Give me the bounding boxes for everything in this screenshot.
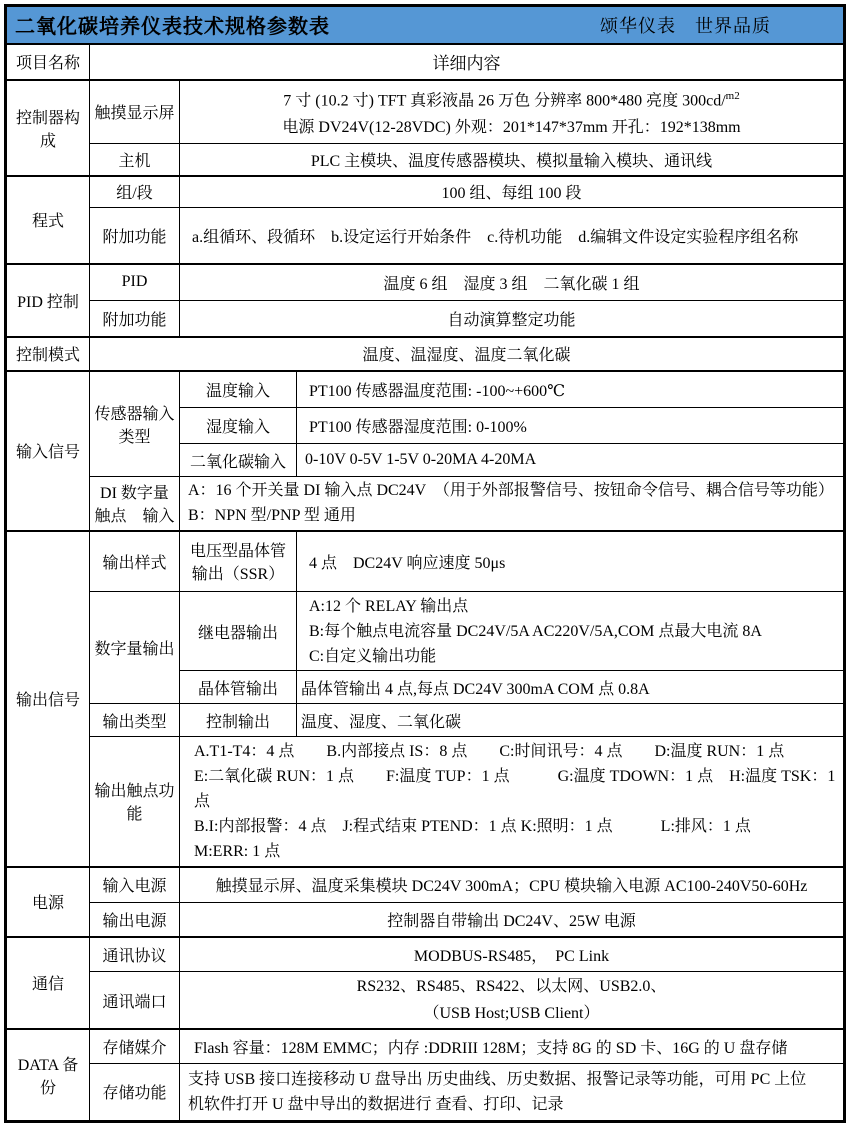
contact-line4: B.I:内部报警：4 点 J:程式结束 PTEND：1 点 K:照明：1 点 L:排风：1 点 — [194, 817, 751, 835]
storage-func-line1: 支持 USB 接口连接移动 U 盘导出 历史曲线、历史数据、报警记录等功能，可用 PC 上位 — [188, 1070, 807, 1088]
comm-port-line2: （USB Host;USB Client） — [423, 1005, 600, 1022]
row-relay-output — [6, 592, 845, 671]
comm-port-content — [180, 972, 845, 1030]
ssr-output-label: 电压型晶体管输出（SSR） — [180, 531, 297, 592]
comm-port-label: 通讯端口 — [90, 972, 180, 1030]
transistor-output-content: 晶体管输出 4 点,每点 DC24V 300mA COM 点 0.8A — [297, 671, 845, 704]
control-output-label: 控制输出 — [180, 704, 297, 737]
touchscreen-spec-line1 — [183, 83, 840, 114]
section-output-signal: 输出信号 — [6, 531, 90, 867]
storage-function-label: 存储功能 — [90, 1063, 180, 1121]
row-comm-protocol — [6, 937, 845, 972]
section-input-signal: 输入信号 — [6, 371, 90, 531]
digital-output-label: 数字量输出 — [90, 592, 180, 704]
co2-input-content: 0-10V 0-5V 1-5V 0-20MA 4-20MA — [297, 444, 845, 477]
host-label: 主机 — [90, 144, 180, 176]
comm-port-line1: RS232、RS485、RS422、以太网、USB2.0、 — [356, 978, 667, 995]
humidity-input-content: PT100 传感器湿度范围: 0-100% — [297, 408, 845, 444]
row-host — [6, 144, 845, 176]
page-title: 二氧化碳培养仪表技术规格参数表 — [15, 16, 330, 39]
title-bar — [6, 6, 845, 44]
touchscreen-spec-sup: m2 — [725, 89, 740, 102]
column-header-row — [6, 44, 845, 80]
row-contact-function — [6, 737, 845, 867]
control-mode-label: 控制模式 — [6, 337, 90, 371]
row-groups — [6, 176, 845, 208]
touchscreen-content — [180, 80, 845, 144]
item-name-header: 项目名称 — [6, 44, 90, 80]
sensor-type-label: 传感器输入类型 — [90, 371, 180, 477]
power-input-content: 触摸显示屏、温度采集模块 DC24V 300mA；CPU 模块输入电源 AC100-240V50-60Hz — [180, 867, 845, 903]
touchscreen-spec-line2: 电源 DV24V(12-28VDC) 外观：201*147*37mm 开孔：192*138mm — [282, 118, 741, 136]
relay-output-label: 继电器输出 — [180, 592, 297, 671]
contact-function-content — [180, 737, 845, 867]
relay-line3: C:自定义输出功能 — [309, 647, 437, 665]
row-di-input — [6, 477, 845, 531]
title-row — [6, 6, 845, 44]
touchscreen-spec-main: 7 寸 (10.2 寸) TFT 真彩液晶 26 万色 分辨率 800*480 亮度 300cd/ — [283, 91, 726, 109]
row-pid — [6, 264, 845, 301]
output-type-label: 输出类型 — [90, 704, 180, 737]
row-sensor-temp — [6, 371, 845, 408]
power-output-label: 输出电源 — [90, 903, 180, 937]
row-control-output — [6, 704, 845, 737]
contact-line3: 点 — [194, 792, 211, 810]
section-power: 电源 — [6, 867, 90, 937]
di-input-content — [180, 477, 845, 531]
comm-protocol-label: 通讯协议 — [90, 937, 180, 972]
touchscreen-label: 触摸显示屏 — [90, 80, 180, 144]
section-program: 程式 — [6, 176, 90, 264]
storage-func-line2: 机软件打开 U 盘中导出的数据进行 查看、打印、记录 — [188, 1095, 564, 1113]
section-comm: 通信 — [6, 937, 90, 1030]
di-input-label: DI 数字量触点 输入 — [90, 477, 180, 531]
section-controller: 控制器构成 — [6, 80, 90, 176]
row-power-output — [6, 903, 845, 937]
contact-line2: E:二氧化碳 RUN：1 点 F:温度 TUP：1 点 G:温度 TDOWN：1 点 H:温度 TSK：1 — [194, 767, 836, 785]
program-extra-label: 附加功能 — [90, 208, 180, 264]
groups-label: 组/段 — [90, 176, 180, 208]
di-line1: A：16 个开关量 DI 输入点 DC24V （用于外部报警信号、按钮命令信号、耦合信号等功能） — [188, 482, 834, 500]
power-input-label: 输入电源 — [90, 867, 180, 903]
relay-output-content — [297, 592, 845, 671]
contact-function-label: 输出触点功能 — [90, 737, 180, 867]
spec-table — [4, 4, 846, 1123]
row-output-style — [6, 531, 845, 592]
row-control-mode — [6, 337, 845, 371]
host-content: PLC 主模块、温度传感器模块、模拟量输入模块、通讯线 — [180, 144, 845, 176]
di-line2: B：NPN 型/PNP 型 通用 — [188, 507, 356, 525]
co2-input-label: 二氧化碳输入 — [180, 444, 297, 477]
section-backup: DATA 备份 — [6, 1029, 90, 1121]
pid-content: 温度 6 组 湿度 3 组 二氧化碳 1 组 — [180, 264, 845, 301]
row-program-extra — [6, 208, 845, 264]
control-mode-content: 温度、温湿度、温度二氧化碳 — [90, 337, 845, 371]
temp-input-label: 温度输入 — [180, 371, 297, 408]
row-touchscreen — [6, 80, 845, 144]
ssr-output-content: 4 点 DC24V 响应速度 50μs — [297, 531, 845, 592]
storage-function-content — [180, 1063, 845, 1121]
brand-text: 颂华仪表 世界品质 — [600, 15, 771, 36]
relay-line1: A:12 个 RELAY 输出点 — [309, 597, 469, 615]
groups-content: 100 组、每组 100 段 — [180, 176, 845, 208]
pid-extra-label: 附加功能 — [90, 301, 180, 337]
contact-line5: M:ERR: 1 点 — [194, 842, 281, 860]
pid-label: PID — [90, 264, 180, 301]
program-extra-content: a.组循环、段循环 b.设定运行开始条件 c.待机功能 d.编辑文件设定实验程序组名称 — [180, 208, 845, 264]
detail-header: 详细内容 — [90, 44, 845, 80]
comm-protocol-content: MODBUS-RS485， PC Link — [180, 937, 845, 972]
power-output-content: 控制器自带输出 DC24V、25W 电源 — [180, 903, 845, 937]
row-storage-media — [6, 1029, 845, 1063]
storage-media-label: 存储媒介 — [90, 1029, 180, 1063]
control-output-content: 温度、湿度、二氧化碳 — [297, 704, 845, 737]
row-storage-function — [6, 1063, 845, 1121]
storage-media-content: Flash 容量：128M EMMC；内存 :DDRIII 128M；支持 8G 的 SD 卡、16G 的 U 盘存储 — [180, 1029, 845, 1063]
transistor-output-label: 晶体管输出 — [180, 671, 297, 704]
temp-input-content: PT100 传感器温度范围: -100~+600℃ — [297, 371, 845, 408]
contact-line1: A.T1-T4：4 点 B.内部接点 IS：8 点 C:时间讯号：4 点 D:温度 RUN：1 点 — [194, 742, 785, 760]
humidity-input-label: 湿度输入 — [180, 408, 297, 444]
section-pid: PID 控制 — [6, 264, 90, 337]
pid-extra-content: 自动演算整定功能 — [180, 301, 845, 337]
row-comm-port — [6, 972, 845, 1030]
output-style-label: 输出样式 — [90, 531, 180, 592]
row-pid-extra — [6, 301, 845, 337]
relay-line2: B:每个触点电流容量 DC24V/5A AC220V/5A,COM 点最大电流 8A — [309, 622, 762, 640]
row-power-input — [6, 867, 845, 903]
